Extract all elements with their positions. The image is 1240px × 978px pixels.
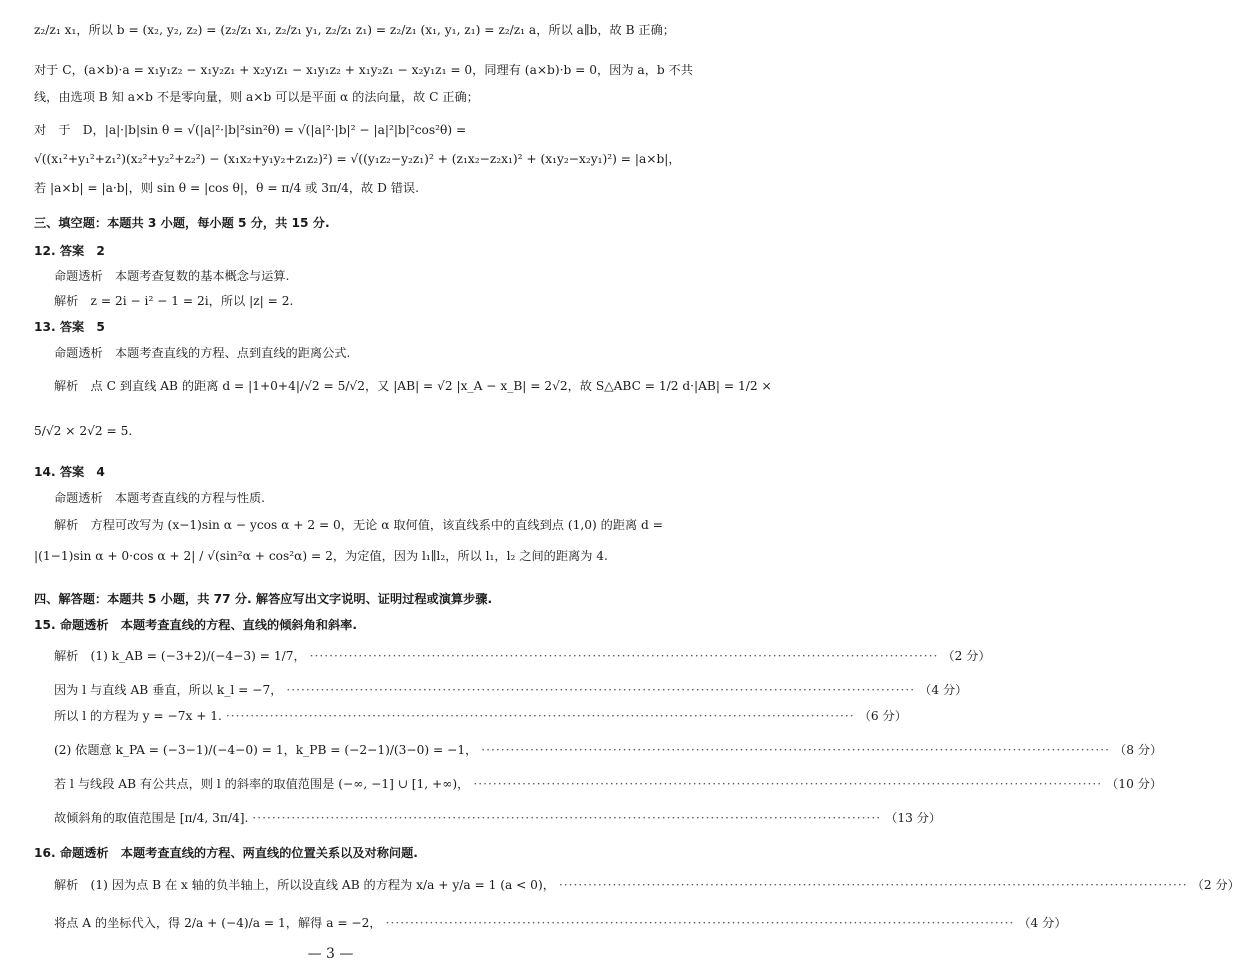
- solution-text: 解析 (1) k_AB = (−3+2)/(−4−3) = 1/7，: [54, 649, 306, 663]
- question-answer: 14. 答案 4: [34, 465, 105, 479]
- section-heading: 四、解答题：本题共 5 小题，共 77 分. 解答应写出文字说明、证明过程或演算步骤.: [34, 592, 493, 606]
- score-row: [54, 648, 991, 664]
- section-heading: 三、填空题：本题共 3 小题，每小题 5 分，共 15 分.: [34, 216, 330, 230]
- solution-line: 5/√2 × 2√2 = 5.: [34, 424, 133, 438]
- score-points: （4 分）: [919, 683, 968, 697]
- score-row: [54, 915, 1067, 931]
- score-row: [54, 682, 968, 698]
- text-line: 若 |a×b| = |a·b|，则 sin θ = |cos θ|，θ = π/4 或 3π/4，故 D 错误.: [34, 181, 419, 195]
- leader-dots: [286, 682, 915, 698]
- text-line: 线，由选项 B 知 a×b 不是零向量，则 a×b 可以是平面 α 的法向量，故 C 正确；: [34, 90, 479, 104]
- solution-line: 解析 方程可改写为 (x−1)sin α − ycos α + 2 = 0，无论 α 取何值，该直线系中的直线到点 (1,0) 的距离 d =: [54, 518, 663, 532]
- question-heading: 16. 命题透析 本题考查直线的方程、两直线的位置关系以及对称问题.: [34, 846, 418, 860]
- leader-dots: [481, 742, 1110, 758]
- score-row: [54, 708, 907, 724]
- score-row: [54, 776, 1163, 792]
- leader-dots: [252, 810, 881, 826]
- question-answer: 13. 答案 5: [34, 320, 105, 334]
- question-heading: 15. 命题透析 本题考查直线的方程、直线的倾斜角和斜率.: [34, 618, 357, 632]
- score-points: （6 分）: [858, 709, 907, 723]
- question-answer: 12. 答案 2: [34, 244, 105, 258]
- leader-dots: [386, 915, 1015, 931]
- score-points: （10 分）: [1106, 777, 1163, 791]
- analysis-line: 命题透析 本题考查直线的方程与性质.: [54, 491, 266, 505]
- score-points: （13 分）: [885, 811, 942, 825]
- leader-dots: [559, 877, 1188, 893]
- leader-dots: [226, 708, 855, 724]
- text-line: 对于 C，(a×b)·a = x₁y₁z₂ − x₁y₂z₁ + x₂y₁z₁ − x₁y₁z₂ + x₁y₂z₁ − x₂y₁z₁ = 0，同理有 (a×b)·b = 0，因为 a，b 不共: [34, 63, 693, 77]
- page-number: — 3 —: [307, 946, 354, 962]
- solution-text: 将点 A 的坐标代入，得 2/a + (−4)/a = 1，解得 a = −2，: [54, 916, 382, 930]
- score-row: [54, 877, 1240, 893]
- solution-text: (2) 依题意 k_PA = (−3−1)/(−4−0) = 1，k_PB = (−2−1)/(3−0) = −1，: [54, 743, 478, 757]
- text-line: √((x₁²+y₁²+z₁²)(x₂²+y₂²+z₂²) − (x₁x₂+y₁y₂+z₁z₂)²) = √((y₁z₂−y₂z₁)² + (z₁x₂−z₂x₁)² + (x₁y₂−x₂y₁)²) = |a×b|，: [34, 152, 681, 166]
- score-points: （2 分）: [942, 649, 991, 663]
- score-row: [54, 810, 942, 826]
- score-points: （4 分）: [1018, 916, 1067, 930]
- solution-line: |(1−1)sin α + 0·cos α + 2| / √(sin²α + cos²α) = 2，为定值，因为 l₁∥l₂，所以 l₁，l₂ 之间的距离为 4.: [34, 549, 608, 563]
- text-line: 对 于 D，|a|·|b|sin θ = √(|a|²·|b|²sin²θ) = √(|a|²·|b|² − |a|²|b|²cos²θ) =: [34, 123, 467, 137]
- solution-text: 所以 l 的方程为 y = −7x + 1.: [54, 709, 222, 723]
- analysis-line: 命题透析 本题考查复数的基本概念与运算.: [54, 269, 290, 283]
- solution-text: 解析 (1) 因为点 B 在 x 轴的负半轴上，所以设直线 AB 的方程为 x/a + y/a = 1 (a < 0)，: [54, 878, 555, 892]
- score-points: （2 分）: [1191, 878, 1240, 892]
- text-line: z₂/z₁ x₁，所以 b = (x₂, y₂, z₂) = (z₂/z₁ x₁, z₂/z₁ y₁, z₂/z₁ z₁) = z₂/z₁ (x₁, y₁, z₁) = z₂/z₁ a，所以 a∥b，故 B 正确；: [34, 23, 675, 37]
- solution-line: 解析 z = 2i − i² − 1 = 2i，所以 |z| = 2.: [54, 294, 294, 308]
- solution-text: 若 l 与线段 AB 有公共点，则 l 的斜率的取值范围是 (−∞, −1] ∪ [1, +∞)，: [54, 777, 470, 791]
- score-row: [54, 742, 1163, 758]
- score-points: （8 分）: [1114, 743, 1163, 757]
- solution-text: 故倾斜角的取值范围是 [π/4, 3π/4].: [54, 811, 249, 825]
- analysis-line: 命题透析 本题考查直线的方程、点到直线的距离公式.: [54, 346, 351, 360]
- solution-text: 因为 l 与直线 AB 垂直，所以 k_l = −7，: [54, 683, 283, 697]
- leader-dots: [473, 776, 1102, 792]
- leader-dots: [310, 648, 939, 664]
- solution-line: 解析 点 C 到直线 AB 的距离 d = |1+0+4|/√2 = 5/√2，又 |AB| = √2 |x_A − x_B| = 2√2，故 S△ABC = 1/2 d·|AB| = 1/2 ×: [54, 379, 772, 393]
